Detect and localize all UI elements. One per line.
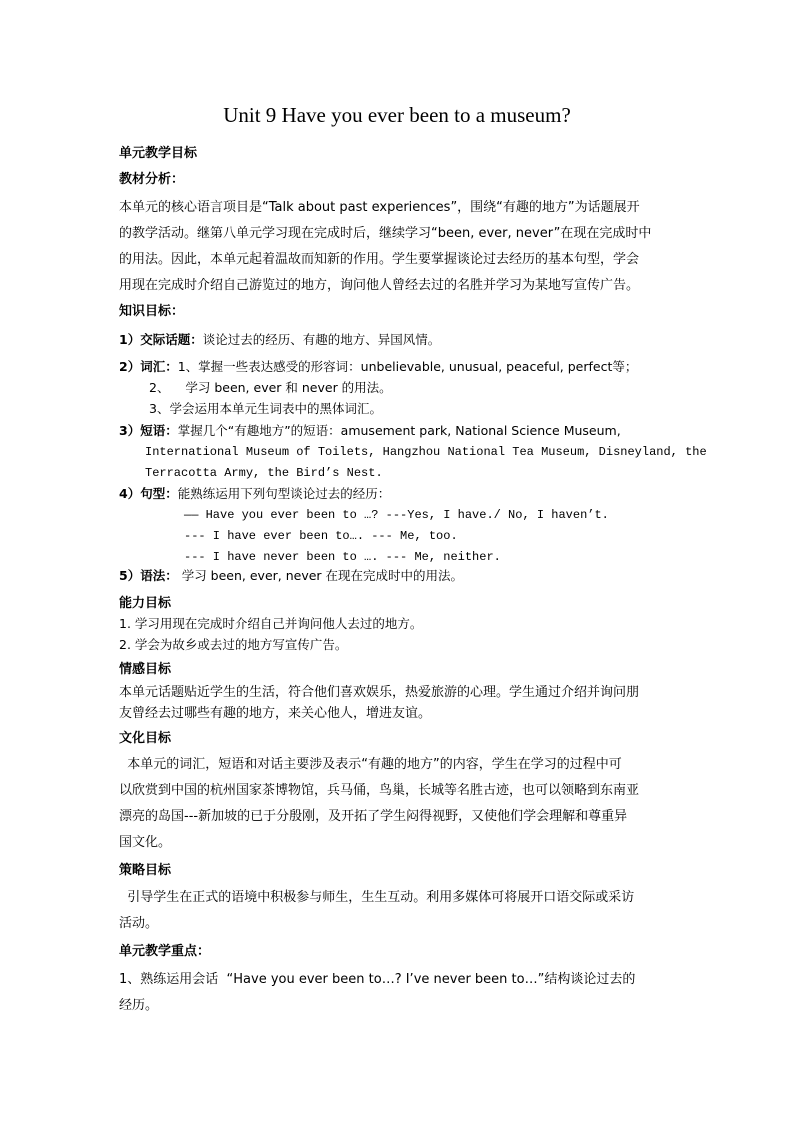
heading-culture: 文化目标 — [119, 731, 172, 746]
analysis-line: 用现在完成时介绍自己游览过的地方，询问他人曾经去过的名胜并学习为某地写宣传广告。 — [119, 278, 640, 293]
knowledge-item-3 — [119, 422, 621, 440]
sentence-pattern-3: --- I have never been to …. --- Me, neither. — [184, 550, 501, 564]
item-text: 谈论过去的经历、有趣的地方、异国风情。 — [202, 332, 441, 347]
heading-ability: 能力目标 — [119, 596, 172, 611]
item-label: 短语： — [140, 423, 178, 438]
analysis-line: 的用法。因此，本单元起着温故而知新的作用。学生要掌握谈论过去经历的基本句型，学会 — [119, 252, 640, 267]
culture-line: 漂亮的岛国---新加坡的已于分殷刚，及开拓了学生闷得视野，又使他们学会理解和尊重异 — [119, 809, 628, 824]
item-number: 3） — [119, 423, 141, 438]
emotion-line: 友曾经去过哪些有趣的地方，来关心他人，增进友谊。 — [119, 706, 432, 721]
item-label: 句型： — [140, 486, 178, 501]
item-text: 学习 been, ever, never 在现在完成时中的用法。 — [177, 568, 464, 583]
ability-item: 1. 学习用现在完成时介绍自己并询问他人去过的地方。 — [119, 616, 423, 631]
culture-line: 本单元的词汇，短语和对话主要涉及表示“有趣的地方”的内容，学生在学习的过程中可 — [119, 757, 622, 772]
item-label: 语法： — [140, 568, 178, 583]
item-text: 1、掌握一些表达感受的形容词：unbelievable, unusual, peaceful, perfect等； — [177, 359, 638, 374]
culture-line: 以欣赏到中国的杭州国家茶博物馆，兵马俑，鸟巢，长城等名胜古迹，也可以领略到东南亚 — [119, 783, 640, 798]
strategy-line: 引导学生在正式的语境中积极参与师生，生生互动。利用多媒体可将展开口语交际或采访 — [119, 890, 635, 905]
strategy-line: 活动。 — [119, 916, 159, 931]
analysis-line: 的教学活动。继第八单元学习现在完成时后，继续学习“been, ever, never”在现在完成时中 — [119, 226, 652, 241]
heading-analysis: 教材分析： — [119, 172, 185, 187]
item-number: 2） — [119, 359, 141, 374]
heading-emotion: 情感目标 — [119, 662, 172, 677]
document-title: Unit 9 Have you ever been to a museum? — [223, 103, 571, 127]
vocab-subitem-2: 2、 学习 been, ever 和 never 的用法。 — [149, 380, 392, 395]
vocab-subitem-3: 3、学会运用本单元生词表中的黑体词汇。 — [149, 401, 382, 416]
item-number: 4） — [119, 486, 141, 501]
heading-strategy: 策略目标 — [119, 863, 172, 878]
sentence-pattern-2: --- I have ever been to…. --- Me, too. — [184, 529, 458, 543]
item-text: 掌握几个“有趣地方”的短语：amusement park, National Science Museum, — [177, 423, 621, 438]
knowledge-item-4 — [119, 485, 390, 503]
item-text: 能熟练运用下列句型谈论过去的经历： — [177, 486, 391, 501]
phrases-line: International Museum of Toilets, Hangzhou National Tea Museum, Disneyland, the — [145, 445, 707, 459]
item-number: 5） — [119, 568, 141, 583]
phrases-line: Terracotta Army, the Bird’s Nest. — [145, 466, 383, 480]
emotion-line: 本单元话题贴近学生的生活，符合他们喜欢娱乐，热爱旅游的心理。学生通过介绍并询问朋 — [119, 685, 640, 700]
knowledge-item-1 — [119, 331, 440, 349]
knowledge-item-2 — [119, 358, 637, 376]
analysis-line: 本单元的核心语言项目是“Talk about past experiences”，围绕“有趣的地方”为话题展开 — [119, 200, 640, 215]
key-point-line: 经历。 — [119, 998, 159, 1013]
item-label: 交际话题： — [140, 332, 203, 347]
item-label: 词汇： — [140, 359, 178, 374]
knowledge-item-5 — [119, 567, 463, 585]
sentence-pattern-1: —— Have you ever been to …? ---Yes, I have./ No, I haven’t. — [184, 508, 609, 522]
key-point-line: 1、熟练运用会话 “Have you ever been to…? I’ve never been to…”结构谈论过去的 — [119, 972, 636, 987]
heading-key-points: 单元教学重点： — [119, 944, 211, 959]
heading-knowledge: 知识目标： — [119, 304, 185, 319]
ability-item: 2. 学会为故乡或去过的地方写宣传广告。 — [119, 637, 348, 652]
heading-unit-goals: 单元教学目标 — [119, 146, 198, 161]
culture-line: 国文化。 — [119, 835, 172, 850]
item-number: 1） — [119, 332, 141, 347]
